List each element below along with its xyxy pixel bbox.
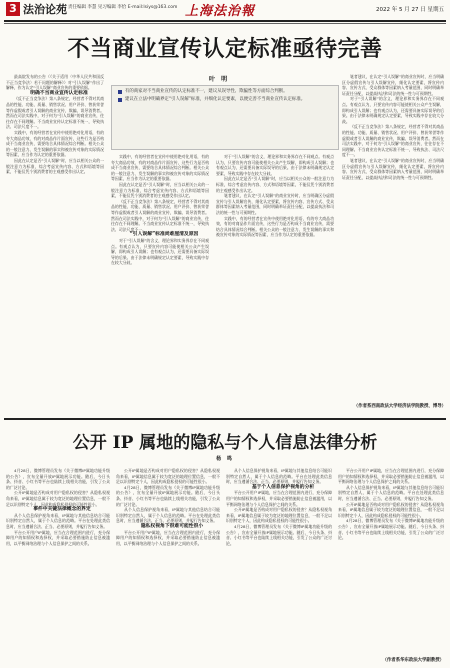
article1-column-3 <box>216 154 334 412</box>
article2-column-2 <box>116 468 220 664</box>
article2-footnote: （作者系华东政法大学副教授） <box>382 658 444 663</box>
article2-column-4 <box>338 468 444 654</box>
paragraph: 4月28日，微博管理员发布《关于微博IP属地功能升级的公告》，宣布全量开放IP属地展示功能。随后，今日头条、抖音、小红书等平台也陆续上线相关功能，引发了公众的广泛讨论。 <box>6 468 110 490</box>
paragraph: 因此在认定是否“引人误解”时，应当以相关公众的一般注意力为标准，综合考虑宣传内容、方式和语境等因素，不能仅凭个别消费者的主观感受作出认定。 <box>216 176 334 193</box>
article2-subhead-3: 基于个人信息保护视角的分析 <box>251 484 315 490</box>
masthead-rule-thin <box>4 23 446 24</box>
newspaper-logo: 上海法治報 <box>185 4 256 19</box>
paragraph: 公开IP属地是否构成对用户隐私权的侵害？从隐私权视角来看，IP属地信息属于较为宽泛的地理位置信息，一般不足以识别特定个人，因此构成隐私侵权的可能性很小。 <box>226 507 332 524</box>
paragraph: 实践中，有的经营者在宣传中使用绝对化用语，有的夸大商品功效，有的对商品作片面宣传，这些行为是否构成不当商业宣传，需要结合具体情况综合判断。相关公众的一般注意力、发生误解的事实和被宣传对象的实际情况等因素，应当作为认定的重要依据。 <box>111 154 209 182</box>
article1-subhead-1: 明确不当商业宣传认定标准 <box>30 90 88 96</box>
paragraph: 对于“引人误解”的含义，理论界和实务界存在不同观点。有观点认为，只要宣传内容可能使相关公众产生误解，即构成引人误解；也有观点认为，还需要具备实际误导的后果。由于法律未明确规定认定要素，导致实践中存在较大分歧。 <box>342 96 444 124</box>
masthead <box>0 0 450 22</box>
article2-subhead-1: 事件中关键法律概念的界定 <box>33 507 91 513</box>
abstract-item <box>118 89 332 95</box>
article1-author: 叶 明 <box>209 76 230 83</box>
paragraph: 因此在认定是否“引人误解”时，应当以相关公众的一般注意力为标准，综合考虑宣传内容、方式和语境等因素，不能仅凭个别消费者的主观感受作出认定。 <box>111 181 209 199</box>
paragraph: 公开IP属地是否构成对用户隐私权的侵害？从隐私权视角来看，IP属地信息属于较为宽泛的地理位置信息，一般不足以识别特定个人，因此构成隐私侵权的可能性很小。 <box>116 468 220 485</box>
paragraph: 实践中，有的经营者在宣传中使用绝对化用语，有的夸大商品功效，有的对商品作片面宣传，这些行为是否构成不当商业宣传，需要结合具体情况综合判断。相关公众的一般注意力、发生误解的事实和被宣传对象的实际情况等因素，应当作为认定的重要依据。 <box>6 129 104 158</box>
abstract-item <box>118 97 332 103</box>
paragraph: 笔者建议，在认定“引人误解”的商业宣传时，应当明确区分虚假宣传与引人误解宣传，细化认定要素，将宣传内容、宣传方式、受众群体等因素纳入考量范围，同时明确举证责任分配，以提高执法和司法的统一性与可预期性。 <box>342 157 444 180</box>
paragraph: 《反不正当竞争法》第八条规定，经营者不得对其商品的性能、功能、质量、销售状况、用户评价、曾获荣誉等作虚假或者引人误解的商业宣传，欺骗、误导消费者。然而在司法实践中，对于何为“引人误解”的商业宣传，往往存在不同理解。不当商业宣传认定标准不统一，导致执法、司法尺度不一。 <box>6 96 104 130</box>
paragraph: 4月28日，微博管理员发布《关于微博IP属地功能升级的公告》，宣布全量开放IP属地展示功能。随后，今日头条、抖音、小红书等平台也陆续上线相关功能，引发了公众的广泛讨论。 <box>338 518 444 541</box>
article1-abstract <box>111 85 339 150</box>
article2-author: 杨 鸣 <box>216 456 234 462</box>
paragraph: 对于“引人误解”的含义，理论界和实务界存在不同观点。有观点认为，只要宣传内容可能使相关公众产生误解，即构成引人误解；也有观点认为，还需要具备实际误导的后果。由于法律未明确规定认定要素，导致实践中存在较大分歧。 <box>216 154 334 176</box>
paragraph: 平台公开用户IP属地，应当在合理范围内进行，充分保障用户的知情权和选择权，并采取必要措施防止信息被滥用，以平衡网络治理与个人信息保护之间的关系。 <box>116 529 220 546</box>
date-text: 2022 年 5 月 27 日 <box>375 7 426 13</box>
article1-column-1 <box>6 74 104 412</box>
paragraph: 4月28日，微博管理员发布《关于微博IP属地功能升级的公告》，宣布全量开放IP属地展示功能。随后，今日头条、抖音、小红书等平台也陆续上线相关功能，引发了公众的广泛讨论。 <box>116 484 220 507</box>
article1-headline: 不当商业宣传认定标准亟待完善 <box>67 36 383 62</box>
staff-info: 责任编辑 李慧 见习编辑 李恰 E-mail:lsiys@163.com <box>68 5 178 10</box>
paragraph: 笔者建议，在认定“引人误解”的商业宣传时，应当明确区分虚假宣传与引人误解宣传，细化认定要素，将宣传内容、宣传方式、受众群体等因素纳入考量范围，同时明确举证责任分配，以提高执法和司法的统一性与可预期性。 <box>216 193 334 215</box>
abstract-text: 建议在立法中明确界定“引人误解”标准，并细化认定要素，以便完善不当商业宣传认定标准。 <box>125 97 306 103</box>
paragraph: 从个人信息保护视角来看，IP属地与其他信息结合可能识别特定自然人，属于个人信息的范畴。平台在处理此类信息时，应当遵循合法、正当、必要原则，并履行告知义务。 <box>6 512 110 529</box>
abstract-text: 有的商家对不当商业宣传的认定标准不一，建议从误导性、欺骗性等方面综合判断。 <box>125 89 288 94</box>
article1-footnote: （作者系西南政法大学经济法学院教授、博导） <box>353 404 446 409</box>
paragraph: 最高院发布的公告（《关于适用〈中华人民共和国反不正当竞争法〉若干问题的解释》）对“引人误解”作出了解释，作为认定“引人误解”商业宣传的重要依据。 <box>6 74 104 91</box>
paragraph: 平台公开用户IP属地，应当在合理范围内进行，充分保障用户的知情权和选择权，并采取必要措施防止信息被滥用，以平衡网络治理与个人信息保护之间的关系。 <box>6 529 110 546</box>
paragraph: 《反不正当竞争法》第八条规定，经营者不得对其商品的性能、功能、质量、销售状况、用户评价、曾获荣誉等作虚假或者引人误解的商业宣传，欺骗、误导消费者。然而在司法实践中，对于何为“引人误解”的商业宣传，往往存在不同理解。不当商业宣传认定标准不统一，导致执法、司法尺度不一。 <box>111 198 209 232</box>
article2-column-1 <box>6 468 110 664</box>
paragraph: 平台公开用户IP属地，应当在合理范围内进行，充分保障用户的知情权和选择权，并采取必要措施防止信息被滥用，以平衡网络治理与个人信息保护之间的关系。 <box>338 468 444 485</box>
paragraph: 实践中，有的经营者在宣传中使用绝对化用语，有的夸大商品功效，有的对商品作片面宣传，这些行为是否构成不当商业宣传，需要结合具体情况综合判断。相关公众的一般注意力、发生误解的事实和被宣传对象的实际情况等因素，应当作为认定的重要依据。 <box>216 215 334 238</box>
section-title: 法治论苑 <box>23 3 67 16</box>
paragraph: 从个人信息保护视角来看，IP属地与其他信息结合可能识别特定自然人，属于个人信息的范畴。平台在处理此类信息时，应当遵循合法、正当、必要原则，并履行告知义务。 <box>116 507 220 524</box>
article2-column-3 <box>226 468 332 664</box>
masthead-rule <box>4 20 446 22</box>
square-bullet-icon <box>118 98 122 102</box>
article1-subhead-2: “引人误解”标准尚难厘清及原因 <box>129 232 199 238</box>
paragraph: 对于“引人误解”的含义，理论界和实务界存在不同观点。有观点认为，只要宣传内容可能使相关公众产生误解，即构成引人误解；也有观点认为，还需要具备实际误导的后果。由于法律未明确规定认定要素，导致实践中存在较大分歧。 <box>111 237 209 266</box>
page-number: 3 <box>6 2 20 16</box>
paragraph: 平台公开用户IP属地，应当在合理范围内进行，充分保障用户的知情权和选择权，并采取必要措施防止信息被滥用，以平衡网络治理与个人信息保护之间的关系。 <box>226 490 332 507</box>
paragraph: 4月28日，微博管理员发布《关于微博IP属地功能升级的公告》，宣布全量开放IP属地展示功能。随后，今日头条、抖音、小红书等平台也陆续上线相关功能，引发了公众的广泛讨论。 <box>226 523 332 546</box>
paragraph: 从个人信息保护视角来看，IP属地与其他信息结合可能识别特定自然人，属于个人信息的范畴。平台在处理此类信息时，应当遵循合法、正当、必要原则，并履行告知义务。 <box>226 468 332 485</box>
article1-column-2 <box>111 154 209 412</box>
article2-subhead-2: 隐私权视角下很难可能性很小 <box>140 523 204 529</box>
article-divider <box>4 418 446 420</box>
article1-column-4 <box>342 74 444 400</box>
weekday-text: 星期五 <box>427 7 444 13</box>
square-bullet-icon <box>118 90 122 94</box>
article2-headline: 公开 IP 属地的隐私与个人信息法律分析 <box>72 433 378 453</box>
paragraph: 从个人信息保护视角来看，IP属地与其他信息结合可能识别特定自然人，属于个人信息的范畴。平台在处理此类信息时，应当遵循合法、正当、必要原则，并履行告知义务。 <box>338 484 444 501</box>
paragraph: 公开IP属地是否构成对用户隐私权的侵害？从隐私权视角来看，IP属地信息属于较为宽泛的地理位置信息，一般不足以识别特定个人，因此构成隐私侵权的可能性很小。 <box>338 501 444 518</box>
paragraph: 笔者建议，在认定“引人误解”的商业宣传时，应当明确区分虚假宣传与引人误解宣传，细化认定要素，将宣传内容、宣传方式、受众群体等因素纳入考量范围，同时明确举证责任分配，以提高执法和司法的统一性与可预期性。 <box>342 74 444 96</box>
paragraph: 公开IP属地是否构成对用户隐私权的侵害？从隐私权视角来看，IP属地信息属于较为宽泛的地理位置信息，一般不足以识别特定个人，因此构成隐私侵权的可能性很小。 <box>6 490 110 507</box>
paragraph: 《反不正当竞争法》第八条规定，经营者不得对其商品的性能、功能、质量、销售状况、用户评价、曾获荣誉等作虚假或者引人误解的商业宣传，欺骗、误导消费者。然而在司法实践中，对于何为“引人误解”的商业宣传，往往存在不同理解。不当商业宣传认定标准不统一，导致执法、司法尺度不一。 <box>342 124 444 158</box>
issue-date <box>376 5 444 13</box>
paragraph: 因此在认定是否“引人误解”时，应当以相关公众的一般注意力为标准，综合考虑宣传内容、方式和语境等因素，不能仅凭个别消费者的主观感受作出认定。 <box>6 157 104 175</box>
